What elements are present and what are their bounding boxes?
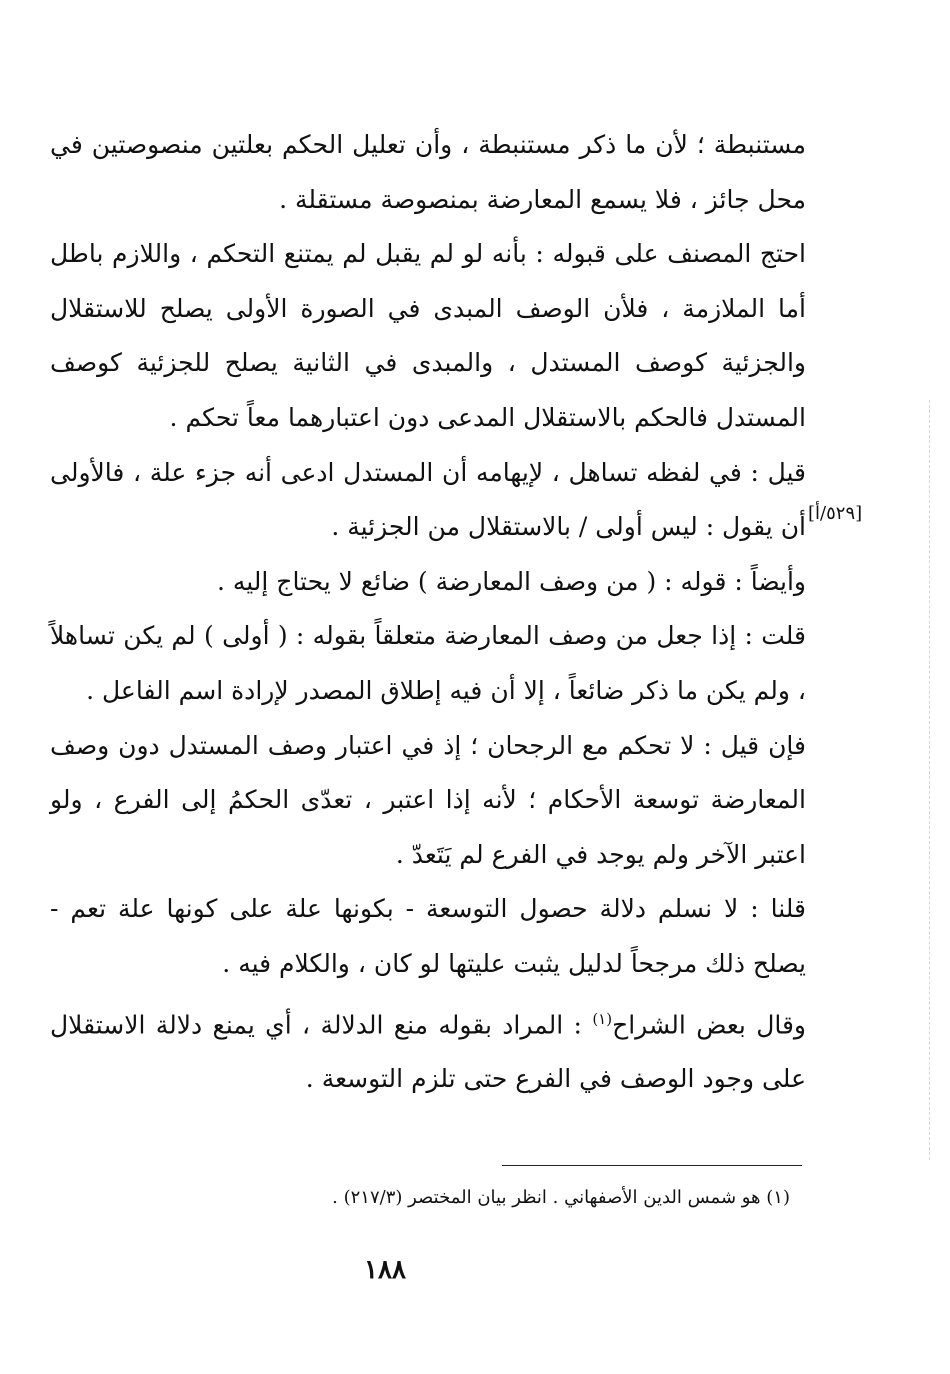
footnote-separator [502,1165,802,1166]
paragraph-7: قلنا : لا نسلم دلالة حصول التوسعة - بكونها علة على كونها علة تعم - يصلح ذلك مرجحاً لدليل يثبت عليتها لو كان ، والكلام فيه . [50,894,806,978]
paragraph-1: مستنبطة ؛ لأن ما ذكر مستنبطة ، وأن تعليل الحكم بعلتين منصوصتين في محل جائز ، فلا يسمع المعارضة بمنصوصة مستقلة . [50,130,806,214]
main-text [50,118,806,1107]
paragraph-8-rest: : المراد بقوله منع الدلالة ، أي يمنع دلالة الاستقلال على وجود الوصف في الفرع حتى تلزم التوسعة . [50,1009,806,1094]
paragraph-8-start: وقال بعض الشراح [612,1009,807,1039]
footnote: (١) هو شمس الدين الأصفهاني . انظر بيان المختصر (٢١٧/٣) . [332,1187,790,1208]
footnote-reference[interactable]: (١) [592,1009,613,1028]
scan-edge-line [929,400,930,1160]
paragraph-5: قلت : إذا جعل من وصف المعارضة متعلقاً بقوله : ( أولى ) لم يكن تساهلاً ، ولم يكن ما ذكر ضائعاً ، إلا أن فيه إطلاق المصدر لإرادة اسم الفاعل . [50,621,806,705]
paragraph-8 [50,992,806,1108]
paragraph-2: احتج المصنف على قبوله : بأنه لو لم يقبل لم يمتنع التحكم ، واللازم باطل أما الملازمة ، فلأن الوصف المبدى في الصورة الأولى يصلح للاستقلال والجزئية كوصف المستدل ، والمبدى في الثانية يصلح للجزئية كوصف المستدل فالحكم بالاستقلال المدعى دون اعتبارهما معاً تحكم . [50,239,806,432]
paragraph-6: فإن قيل : لا تحكم مع الرجحان ؛ إذ في اعتبار وصف المستدل دون وصف المعارضة توسعة الأحكام ؛ لأنه إذا اعتبر ، تعدّى الحكمُ إلى الفرع ، ولو اعتبر الآخر ولم يوجد في الفرع لم يَتَعدّ . [50,730,806,869]
page-number: ١٨٨ [364,1255,406,1285]
paragraph-4: وأيضاً : قوله : ( من وصف المعارضة ) ضائع لا يحتاج إليه . [216,566,806,596]
paragraph-3: قيل : في لفظه تساهل ، لإيهامه أن المستدل ادعى أنه جزء علة ، فالأولى أن يقول : ليس أولى / بالاستقلال من الجزئية . [50,457,806,542]
manuscript-folio-marker: [٥٢٩/أ] [808,503,863,524]
